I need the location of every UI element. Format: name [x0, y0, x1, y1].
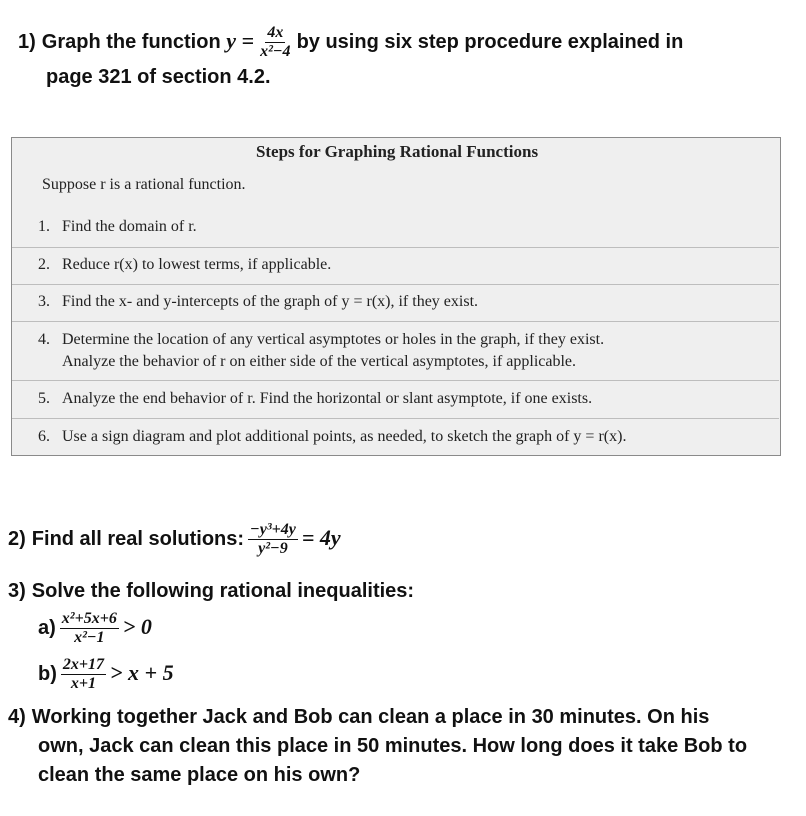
step-number: 6. [38, 428, 50, 445]
step-divider [12, 284, 779, 285]
question-3-number: 3) [8, 580, 26, 602]
question-2-number: 2) [8, 527, 26, 550]
step-item [38, 291, 778, 313]
step-item [38, 216, 778, 238]
question-1-line-2: page 321 of section 4.2. [46, 66, 271, 88]
question-1-denominator: x²−4 [260, 43, 291, 60]
question-3b [38, 656, 174, 693]
step-number: 2. [38, 256, 50, 273]
step-text: Use a sign diagram and plot additional points, as needed, to sketch the graph of y = r(x). [62, 428, 627, 445]
question-3a-fraction [60, 610, 119, 647]
step-item [38, 254, 778, 276]
question-3a-label: a) [38, 616, 56, 639]
step-text: Find the x- and y-intercepts of the graph of y = r(x), if they exist. [62, 293, 479, 310]
step-text: Reduce r(x) to lowest terms, if applicable. [62, 256, 332, 273]
question-1-numerator: 4x [267, 24, 284, 41]
step-item [38, 426, 778, 448]
question-3-text: Solve the following rational inequalities: [31, 580, 415, 602]
step-number: 3. [38, 293, 50, 310]
question-4-text: Working together Jack and Bob can clean a place in 30 minutes. On his [31, 706, 710, 728]
question-3b-rhs: > x + 5 [110, 659, 174, 685]
step-item [38, 329, 778, 373]
step-number: 5. [38, 390, 50, 407]
question-1-lhs: y = [226, 27, 255, 53]
question-2-denominator: y²−9 [258, 540, 288, 557]
question-3a-numerator: x²+5x+6 [61, 610, 117, 627]
question-3b-denominator: x+1 [70, 675, 97, 692]
step-number: 4. [38, 331, 50, 348]
question-1-text-after: by using six step procedure explained in [296, 30, 684, 53]
step-text: Determine the location of any vertical asymptotes or holes in the graph, if they exist. [62, 331, 605, 348]
question-4-line-1 [8, 704, 709, 730]
question-2-fraction [248, 521, 298, 558]
step-item [38, 388, 778, 410]
step-text-continued: Analyze the behavior of r on either side of the vertical asymptotes, if applicable. [62, 353, 577, 370]
question-2-rhs: = 4y [301, 524, 341, 550]
step-number: 1. [38, 218, 50, 235]
step-divider [12, 321, 779, 322]
question-1-number: 1) [18, 30, 36, 53]
step-text: Analyze the end behavior of r. Find the horizontal or slant asymptote, if one exists. [62, 390, 593, 407]
step-divider [12, 247, 779, 248]
question-3b-label: b) [38, 662, 57, 685]
steps-box-intro: Suppose r is a rational function. [42, 176, 246, 193]
question-3 [8, 578, 414, 604]
question-4-number: 4) [8, 706, 26, 728]
question-2-numerator: −y³+4y [250, 521, 296, 538]
question-1-line-1 [18, 24, 683, 61]
question-1-fraction [258, 24, 293, 61]
step-divider [12, 380, 779, 381]
question-4-line-2: own, Jack can clean this place in 50 minutes. How long does it take Bob to [38, 735, 748, 757]
steps-box-title: Steps for Graphing Rational Functions [255, 142, 539, 161]
step-text: Find the domain of r. [62, 218, 197, 235]
question-1-text: Graph the function [41, 30, 221, 53]
question-4-line-3: clean the same place on his own? [38, 764, 361, 786]
steps-box [11, 137, 781, 456]
question-2-text: Find all real solutions: [31, 527, 245, 550]
question-3b-fraction [61, 656, 106, 693]
question-3a [38, 610, 152, 647]
question-3a-rhs: > 0 [122, 613, 152, 639]
question-3a-denominator: x²−1 [74, 629, 105, 646]
step-divider [12, 418, 779, 419]
question-3b-numerator: 2x+17 [62, 656, 105, 673]
question-2 [8, 521, 341, 558]
